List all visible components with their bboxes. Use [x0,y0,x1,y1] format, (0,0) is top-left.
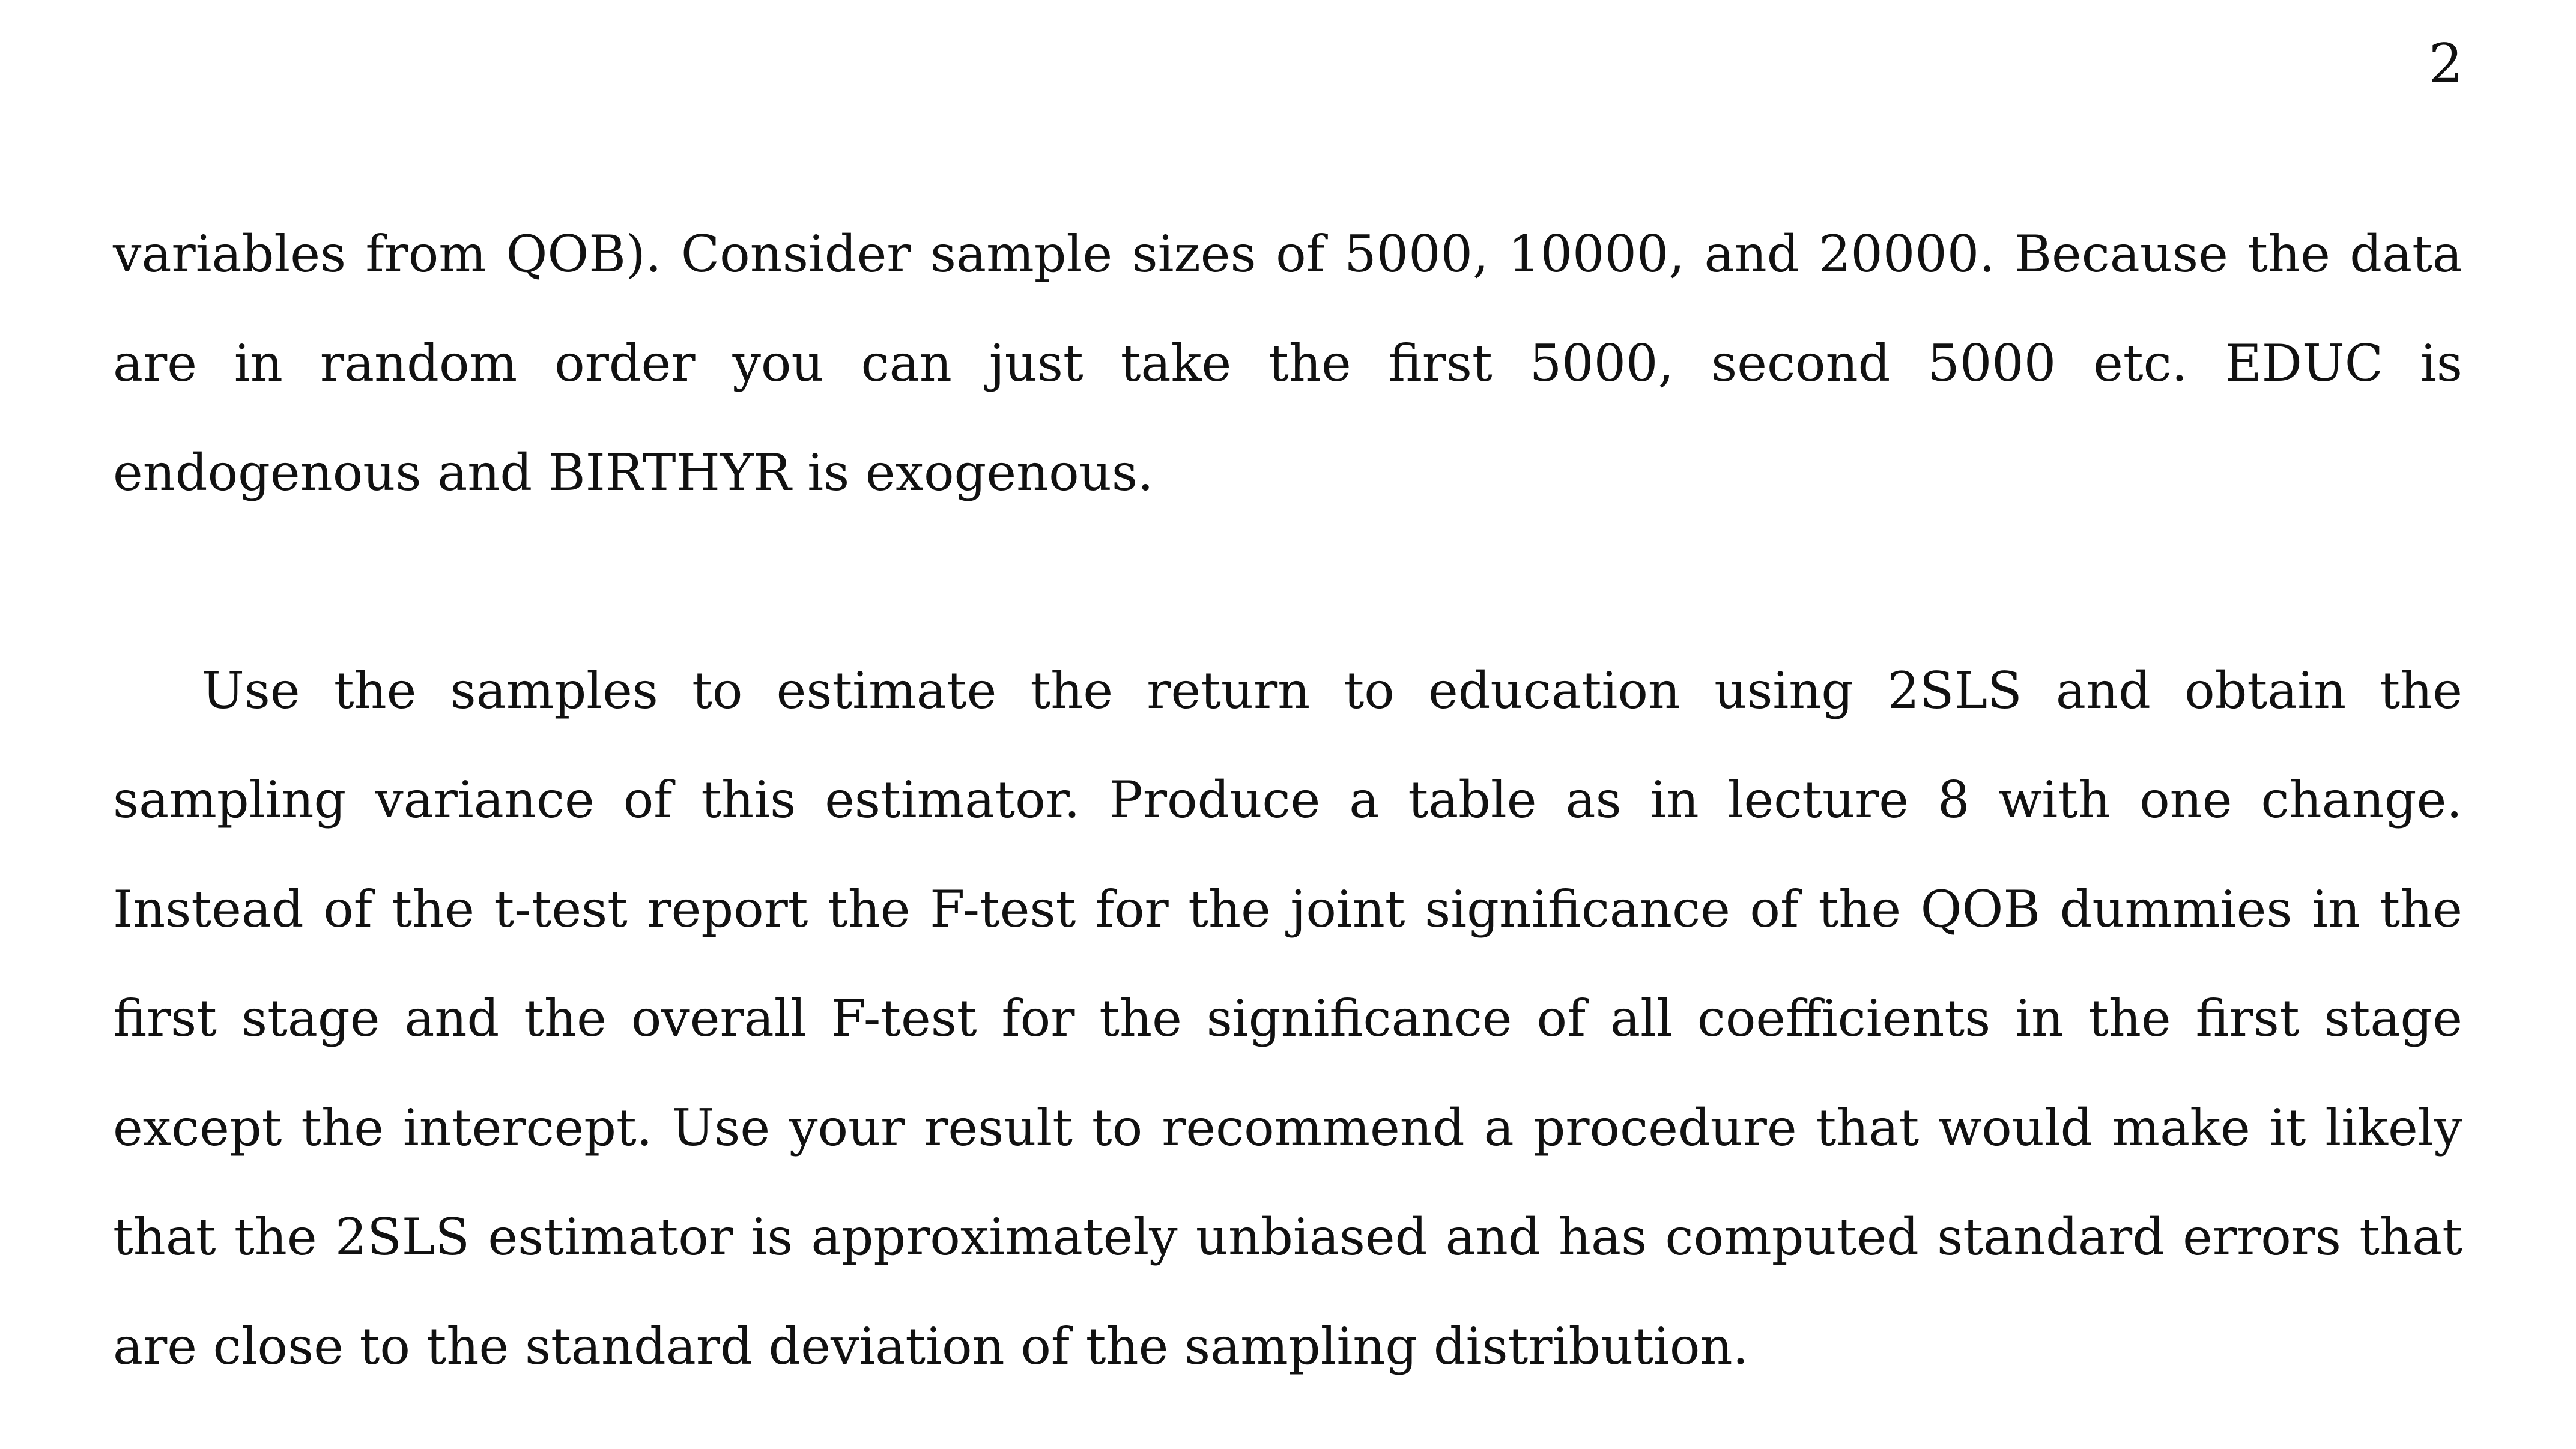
paragraph-continuation: variables from QOB). Consider sample sizes of 5000, 10000, and 20000. Because the data are in random order you can just take the first 5000, second 5000 etc. EDUC is endogenous and BIRTHYR is exogenous. [113,225,2462,502]
paragraph-instructions: Use the samples to estimate the return to education using 2SLS and obtain the sampling variance of this estimator. Produce a table as in lecture 8 with one change. Instead of the t-test report the F-test for the joint significance of the QOB dummies in the first stage and the overall F-test for the significance of all coefficients in the first stage except the intercept. Use your result to recommend a procedure that would make it likely that the 2SLS estimator is approximately unbiased and has computed standard errors that are close to the standard deviation of the sampling distribution. [113,661,2462,1376]
page-number: 2 [2428,32,2463,95]
